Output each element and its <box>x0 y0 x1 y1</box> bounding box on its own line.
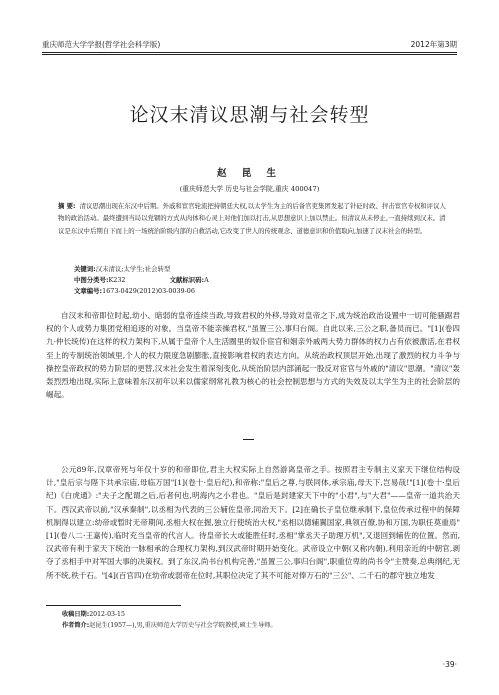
article-author: 赵 昆 生 <box>216 168 283 179</box>
section-mark <box>243 439 254 440</box>
keywords-text: 汉末清议;太学生;社会转型 <box>95 265 171 273</box>
issue-number: 2012年第3期 <box>410 40 457 49</box>
footnote-rule <box>46 605 181 606</box>
author-affiliation: (重庆师范大学 历史与社会学院,重庆 400047) <box>179 185 320 193</box>
doc-code-value: A <box>204 276 209 284</box>
article-title: 论汉末清议思潮与社会转型 <box>129 104 370 126</box>
page-number: ·39· <box>442 660 457 669</box>
header-rule <box>42 52 457 53</box>
received-date <box>62 609 462 620</box>
article-id-line <box>74 285 444 297</box>
running-header <box>42 36 457 50</box>
abstract <box>58 200 448 237</box>
section-one-paragraph: 公元89年,汉章帝死与年仅十岁的和帝即位,君主大权实际上自然游离皇帝之手。按照君主专制主义家天下继位结构设计,"皇后宗与陛下共承宗庙,母临万国"[1](卷十·皇后纪),和帝称:"皇后之尊,与朕同体,承宗庙,母天下,岂易哉!"[1](卷十·皇后纪)《白虎通》:"夫子之配谓之后,后者何也,明海内之小君也。"皇后是封建家天下中的"小君",与"大君"——皇帝一道共治天下。西汉武帝以前,"汉承秦制",以丞相为代表的三公辅佐皇帝,同治天下。[2]在确长子皇位继承制下,皇位传承过程中的保障机制得以建立:幼帝或暂时无帝期间,丞相大权在握,独立行使统治大权,"丞相以德辅翼国家,典领百僚,协和万国,为职任莫重焉"[1](卷八二·王嘉传),临时充当皇帝的代言人。待皇帝长大或能胜任时,丞相"掌丞天子助理万机",又退回到辅佐的位置。然而,汉武帝有利于家天下统治一脉相承的合理权力架构,到汉武帝时期开始变化。武帝设立中朝(又称内朝),利用亲近的中朝官,剥夺了丞相手中对军国大事的决策权。到了东汉,尚书台机构完善,"虽置三公,事归台阁",职重位卑的尚书令"主赞奏,总典纲纪,无所不统,秩千石。"[4](百官四)在幼帝或弱帝在位时,其职位决定了其不可能对俸万石的"三公"、二千石的郡守独立地发 <box>46 465 460 580</box>
doc-code-label: 文献标识码: <box>169 276 205 284</box>
keywords-label: 关键词: <box>74 265 96 273</box>
header-rule-thin <box>42 54 457 55</box>
abstract-text: 清议思潮出现在东汉中后期。外戚和宦官轮流把持朝廷大权,以太学生为主的后备官吏集团发起了针砭时政、抨击宦官专权和评议人物的政治活动。最终遭到当局以党锢的方式从肉体和心灵上对他们加以打击,从思想意识上加以禁止。但清议从未停止,一直持续到汉末。清议是东汉中后期自下而上的一场统治阶级内部的自救活动,它改变了世人的传统观念、道德意识和价值取向,加速了汉末社会的转型。 <box>58 202 446 235</box>
clc-label: 中图分类号: <box>74 276 109 284</box>
author-bio-value: 赵昆生(1957—),男,重庆师范大学历史与社会学院教授,硕士生导师。 <box>89 622 277 629</box>
intro-paragraph: 自汉末和帝即位时起,幼小、暗弱的皇帝连续当政,导致君权的外移,导致对皇帝之下,成为统治政治设置中一切可能骚踞君权的个人或势力集团党相追逐的对象。当皇帝不能亲操君权,"虽置三公,事归台阁。自此以来,三公之职,备员而已。"[1](卷四九·仲长统传)在这样的权力架构下,从属于皇帝个人生活圈里的奴仆宦官和姻亲外戚两大势力群体的权力占有依被激活,在君权至上的专制统治领域里,个人的权力限度急剧膨胀,直接影响君权的表达方向。从统治政权顶层开始,出现了激烈的权力斗争与操控皇帝政权的势力阶层的更替,汉末社会发生着深刻变化,从统治阶层内部涌起一股反对宦官与外戚的"清议"思潮。"清议"轰轰烈烈地出现,实际上意味着东汉初年以来以儒家纲常礼教为核心的社会控制思想与方式的失效及以太学生为主的社会阶层的崛起。 <box>46 311 460 400</box>
journal-name: 重庆师范大学学报(哲学社会科学版) <box>42 40 161 49</box>
author-bio-label: 作者简介: <box>62 622 90 629</box>
received-value: 2012-03-15 <box>89 611 125 618</box>
article-id-label: 文章编号: <box>74 287 103 295</box>
received-label: 收稿日期: <box>62 611 90 618</box>
author-bio <box>62 620 462 631</box>
article-id-value: 1673-0429(2012)03-0039-06 <box>102 287 195 295</box>
abstract-label: 摘 要: <box>58 202 76 210</box>
clc-value: K232 <box>108 276 126 284</box>
